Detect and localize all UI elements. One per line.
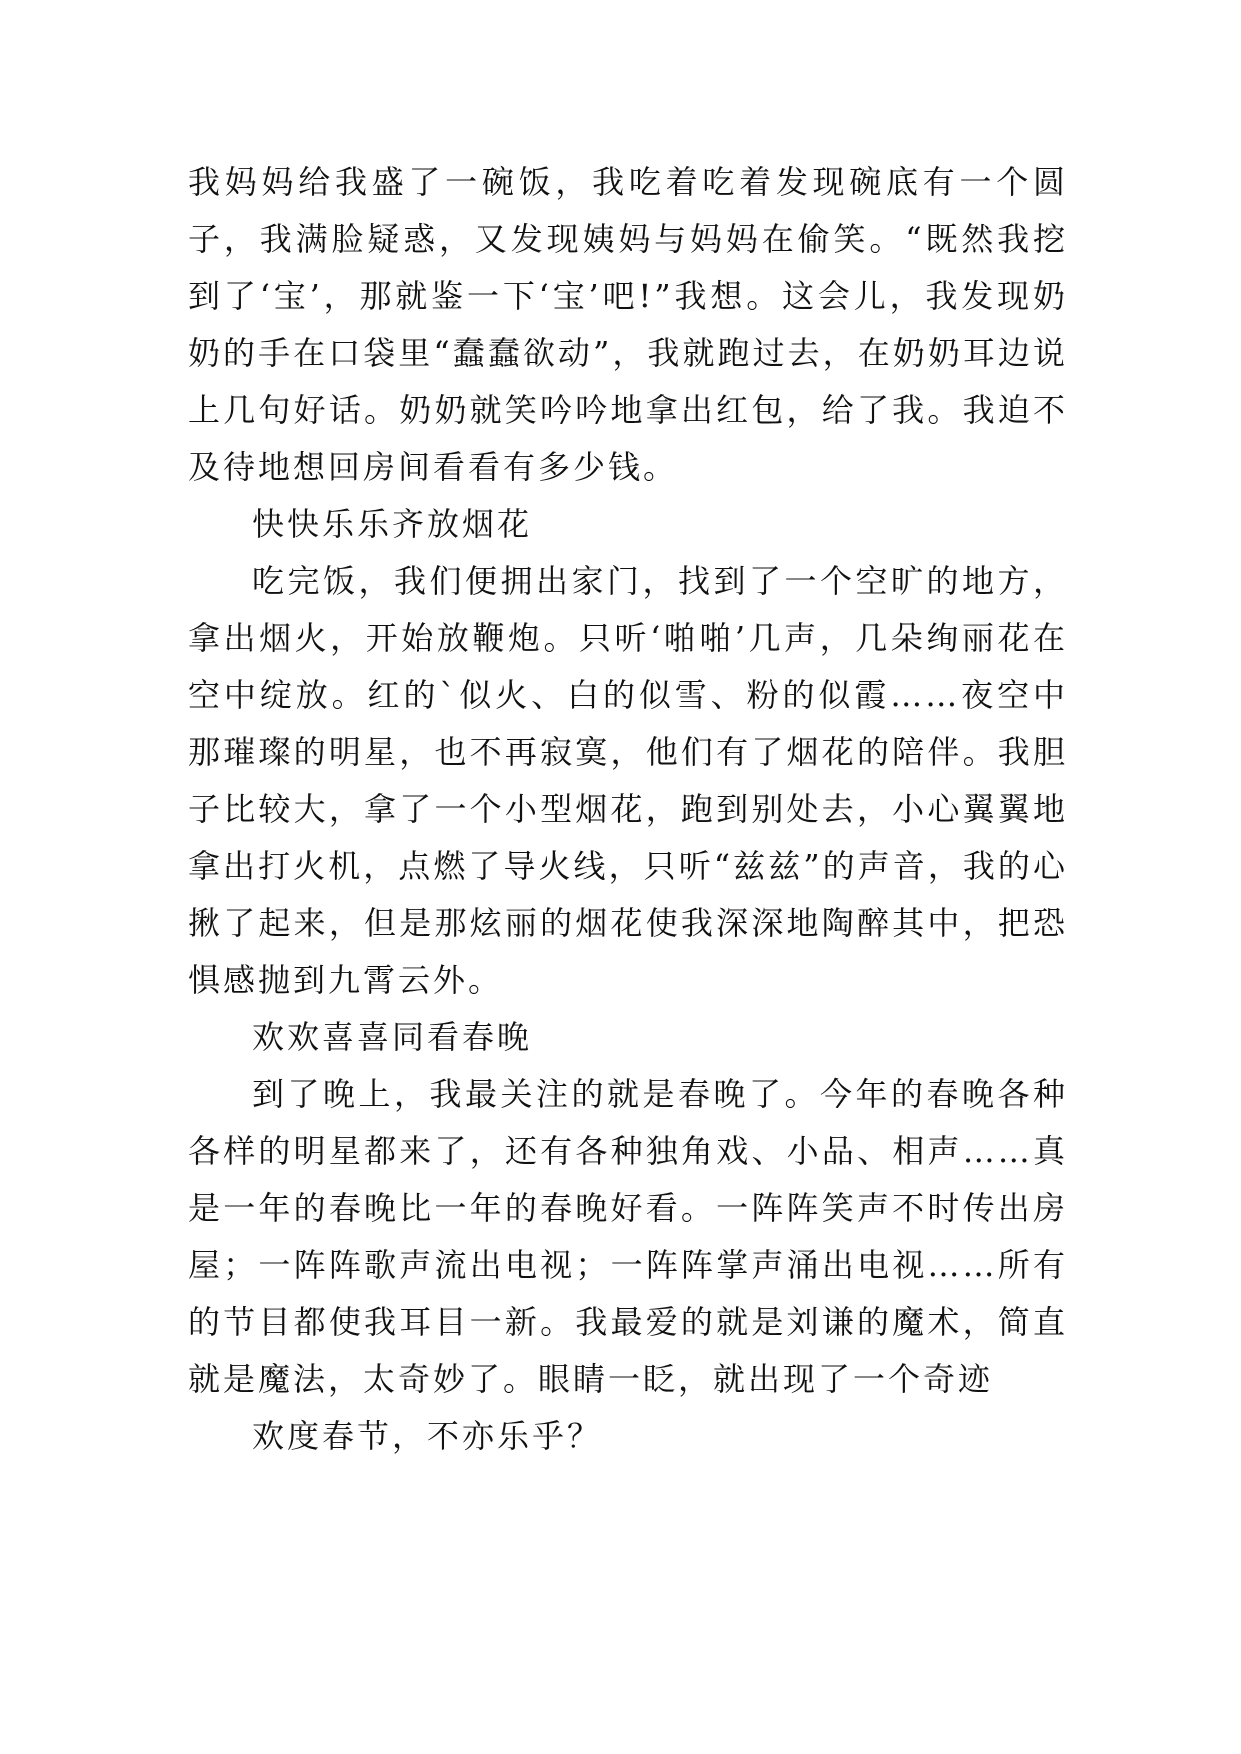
paragraph-red-envelope: 我妈妈给我盛了一碗饭，我吃着吃着发现碗底有一个圆子，我满脸疑惑，又发现姨妈与妈妈在偷笑。“既然我挖到了‘宝’，那就鉴一下‘宝’吧!”我想。这会儿，我发现奶奶的手在口袋里“蠢蠢欲动”，我就跑过去，在奶奶耳边说上几句好话。奶奶就笑吟吟地拿出红包，给了我。我迫不及待地想回房间看看有多少钱。: [188, 163, 1068, 486]
document-body: [188, 154, 1068, 1465]
section-heading-fireworks: 快快乐乐齐放烟花: [252, 505, 533, 543]
paragraph-fireworks: 吃完饭，我们便拥出家门，找到了一个空旷的地方，拿出烟火，开始放鞭炮。只听‘啪啪’几声，几朵绚丽花在空中绽放。红的`似火、白的似雪、粉的似霞……夜空中那璀璨的明星，也不再寂寞，他们有了烟花的陪伴。我胆子比较大，拿了一个小型烟花，跑到别处去，小心翼翼地拿出打火机，点燃了导火线，只听“兹兹”的声音，我的心揪了起来，但是那炫丽的烟花使我深深地陶醉其中，把恐惧感抛到九霄云外。: [188, 562, 1068, 999]
paragraph-spring-gala: 到了晚上，我最关注的就是春晚了。今年的春晚各种各样的明星都来了，还有各种独角戏、小品、相声……真是一年的春晚比一年的春晚好看。一阵阵笑声不时传出房屋；一阵阵歌声流出电视；一阵阵掌声涌出电视……所有的节目都使我耳目一新。我最爱的就是刘谦的魔术，简直就是魔法，太奇妙了。眼睛一眨，就出现了一个奇迹: [188, 1075, 1068, 1398]
closing-line: 欢度春节，不亦乐乎？: [252, 1417, 603, 1455]
section-heading-spring-gala: 欢欢喜喜同看春晚: [252, 1018, 533, 1056]
